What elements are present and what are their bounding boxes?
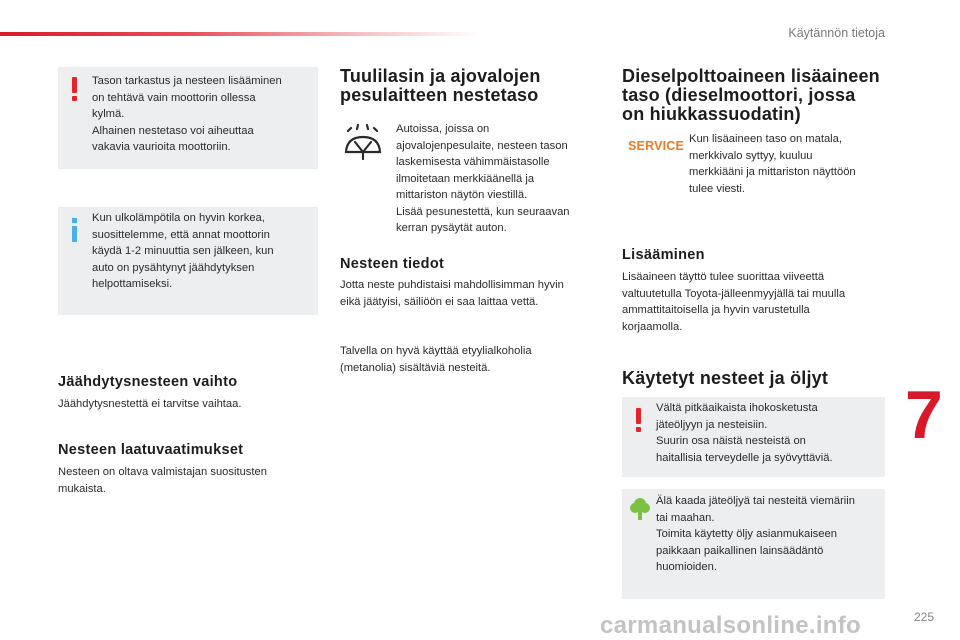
environment-tree-icon: [629, 497, 651, 521]
info-box: [58, 207, 318, 315]
used-fluids-title: Käytetyt nesteet ja öljyt: [622, 368, 829, 388]
washer-section-title: Tuulilasin ja ajovalojen pesulaitteen nestetaso: [340, 66, 541, 105]
service-warning-icon: SERVICE: [628, 139, 685, 153]
warning-box: [58, 67, 318, 169]
warning-text: Tason tarkastus ja nesteen lisääminen on tehtävä vain moottorin ollessa kylmä. Alhainen nestetaso voi aiheuttaa vakavia vaurioita moottoriin.: [92, 75, 282, 153]
coolant-change-title: Jäähdytysnesteen vaihto: [58, 374, 238, 390]
used-fluids-warning-text: Vältä pitkäaikaista ihokosketusta jäteöljyyn ja nesteisiin. Suurin osa näistä nesteistä on haitallisia terveydelle ja syövyttäviä.: [656, 402, 833, 464]
info-text: Kun ulkolämpötila on hyvin korkea, suosittelemme, että annat moottorin käydä 1-2 minuuttia sen jälkeen, kun auto on pysähtynyt jäähdytyksen helpottamiseksi.: [92, 212, 274, 290]
watermark: carmanualsonline.info: [600, 612, 862, 639]
eco-text: Älä kaada jäteöljyä tai nesteitä viemäriin tai maahan. Toimita käytetty öljy asianmukaiseen paikkaan paikallinen lainsäädäntö huomioiden.: [656, 495, 855, 573]
header-accent-bar: [0, 32, 480, 36]
coolant-change-text: Jäähdytysnestettä ei tarvitse vaihtaa.: [58, 398, 242, 410]
additive-section-title: Dieselpolttoaineen lisäaineen taso (dieselmoottori, jossa on hiukkassuodatin): [622, 66, 880, 124]
section-header-title: Käytännön tietoja: [788, 26, 885, 40]
fluid-info-text: Jotta neste puhdistaisi mahdollisimman hyvin eikä jäätyisi, säiliöön ei saa laittaa vettä.: [340, 279, 564, 308]
warning-exclamation-icon: [635, 408, 643, 432]
eco-box: [622, 489, 885, 599]
adding-text: Lisäaineen täyttö tulee suorittaa viiveettä valtuutetulla Toyota-jälleenmyyjällä tai muulla ammattitaitoisella ja hyvin varustetulla korjaamolla.: [622, 271, 846, 333]
warning-exclamation-icon: [71, 77, 79, 101]
chapter-number: 7: [905, 377, 943, 453]
washer-text: Autoissa, joissa on ajovalojenpesulaite, nesteen tason laskemisesta vähimmäistasolle ilmoitetaan merkkiäänellä ja mittariston näytön viestillä. Lisää pesunestettä, kun seuraavan kerran pysäytät auton.: [396, 123, 570, 234]
service-text: Kun lisäaineen taso on matala, merkkivalo syttyy, kuuluu merkkiääni ja mittariston näyttöön tulee viesti.: [689, 133, 856, 195]
info-icon: [71, 218, 79, 242]
fluid-quality-text: Nesteen on oltava valmistajan suositusten mukaista.: [58, 466, 267, 495]
page-number: 225: [913, 610, 934, 624]
fluid-info-title: Nesteen tiedot: [340, 256, 445, 272]
adding-title: Lisääminen: [622, 247, 705, 263]
windscreen-washer-icon: [343, 124, 383, 162]
used-fluids-warning-box: [622, 397, 885, 477]
fluid-quality-title: Nesteen laatuvaatimukset: [58, 442, 244, 458]
winter-text: Talvella on hyvä käyttää etyylialkoholia (metanolia) sisältäviä nesteitä.: [340, 345, 532, 374]
